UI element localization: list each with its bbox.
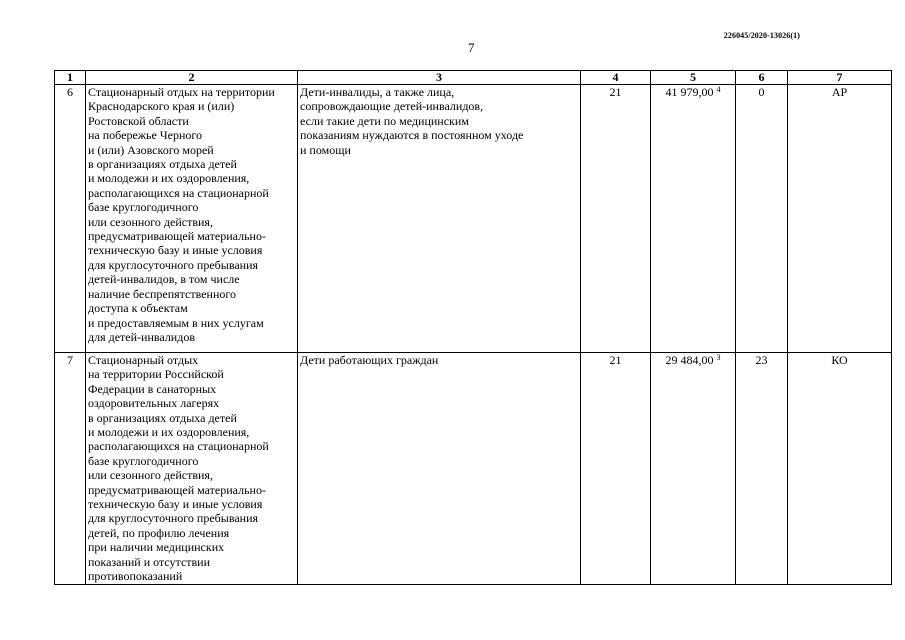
table-row — [55, 353, 892, 585]
column-6-value: 0 — [736, 85, 788, 353]
row-number: 6 — [55, 85, 86, 353]
recipient-category: Дети работающих граждан — [298, 353, 581, 585]
price-value: 29 484,00 — [665, 353, 714, 367]
service-description: Стационарный отдых на территории Российской Федерации в санаторных оздоровительных лагерях в организациях отдыха детей и молодежи и их оздоровления, располагающихся на стационарной базе круглогодичного или сезонного действия, предусматривающей материально- техническую базу и иные условия для круглосуточного пребывания детей, по профилю лечения при наличии медицинских показаний и отсутствии противопоказаний — [86, 353, 298, 585]
column-7-value: АР — [788, 85, 892, 353]
column-6-value: 23 — [736, 353, 788, 585]
document-id: 226045/2020-13026(1) — [723, 31, 800, 40]
price-value: 41 979,00 — [665, 85, 714, 99]
price-cell — [651, 353, 736, 585]
table-header-row — [55, 71, 892, 85]
column-header: 5 — [651, 71, 736, 85]
services-table — [54, 70, 892, 585]
price-footnote: 4 — [716, 85, 721, 94]
column-4-value: 21 — [581, 85, 651, 353]
column-7-value: КО — [788, 353, 892, 585]
price-footnote: 3 — [716, 353, 721, 362]
service-description: Стационарный отдых на территории Краснодарского края и (или) Ростовской области на побережье Черного и (или) Азовского морей в организациях отдыха детей и молодежи и их оздоровления, располагающихся на стационарной базе круглогодичного или сезонного действия, предусматривающей материально- техническую базу и иные условия для круглосуточного пребывания детей-инвалидов, в том числе наличие беспрепятственного доступа к объектам и предоставляемым в них услугам для детей-инвалидов — [86, 85, 298, 353]
page-number: 7 — [468, 40, 475, 55]
column-header: 3 — [298, 71, 581, 85]
column-header: 7 — [788, 71, 892, 85]
recipient-category: Дети-инвалиды, а также лица, сопровождающие детей-инвалидов, если такие дети по медицинским показаниям нуждаются в постоянном уходе и помощи — [298, 85, 581, 353]
column-header: 1 — [55, 71, 86, 85]
price-cell — [651, 85, 736, 353]
column-4-value: 21 — [581, 353, 651, 585]
table-row — [55, 85, 892, 353]
column-header: 4 — [581, 71, 651, 85]
row-number: 7 — [55, 353, 86, 585]
column-header: 6 — [736, 71, 788, 85]
column-header: 2 — [86, 71, 298, 85]
